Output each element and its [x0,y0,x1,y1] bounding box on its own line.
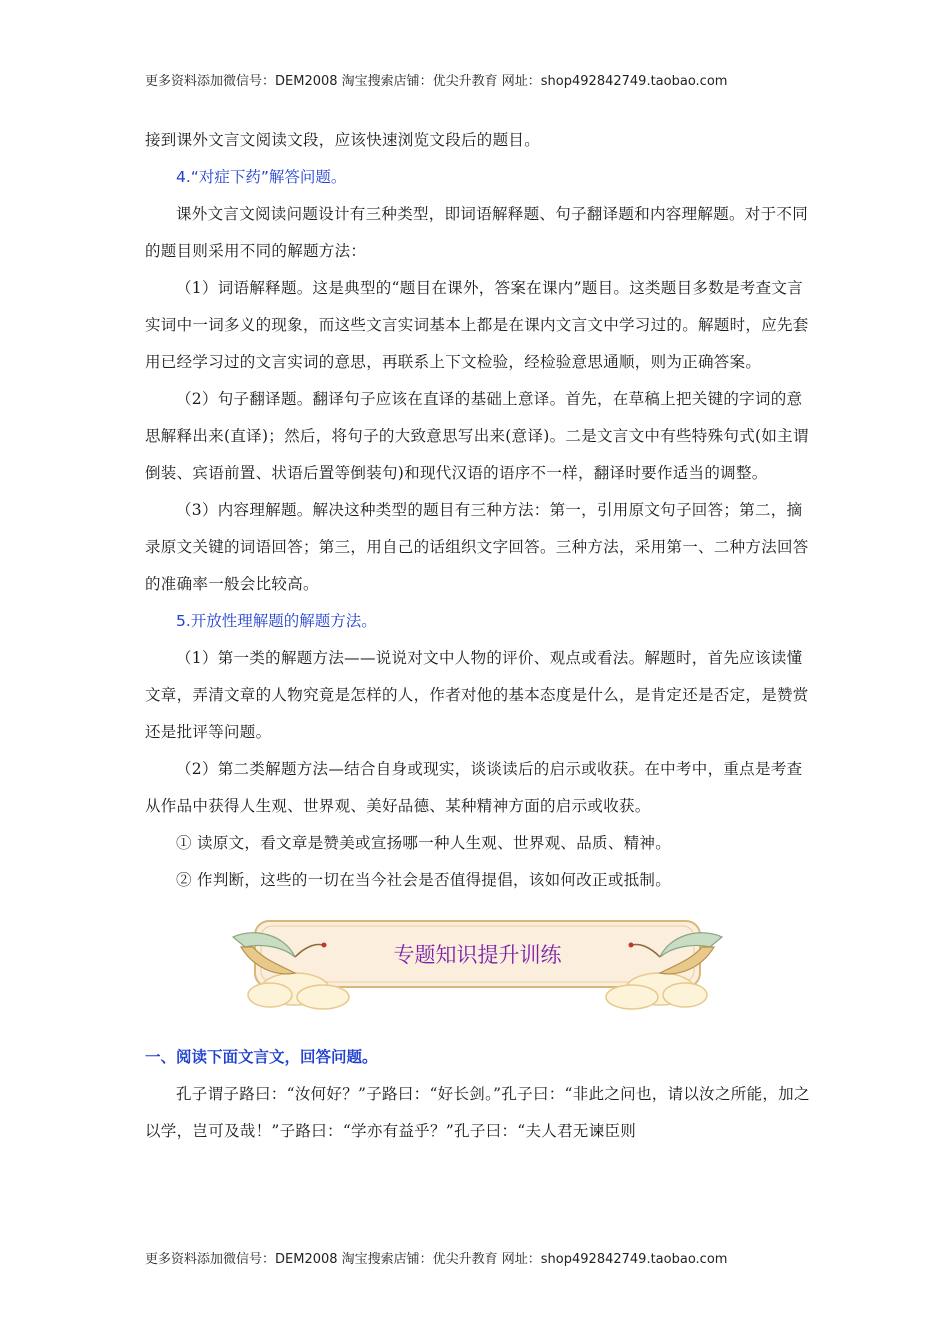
subheading-4: 4.“对症下药”解答问题。 [176,168,347,186]
paragraph: ① 读原文，看文章是赞美或宣扬哪一种人生观、世界观、品质、精神。 [176,834,672,852]
page-footer: 更多资料添加微信号：DEM2008 淘宝搜索店铺：优尖升教育 网址：shop492842749.taobao.com [145,1252,728,1267]
paragraph: （1）词语解释题。这是典型的“题目在课外，答案在课内”题目。这类题目多数是考查文言实词中一词多义的现象，而这些文言实词基本上都是在课内文言文中学习过的。解题时，应先套用已经学习过的文言实词的意思，再联系上下文检验，经检验意思通顺，则为正确答案。 [145,279,809,371]
section-banner [145,907,810,1015]
paragraph: （3）内容理解题。解决这种类型的题目有三种方法：第一，引用原文句子回答；第二，摘录原文关键的词语回答；第三，用自己的话组织文字回答。三种方法，采用第一、二种方法回答的准确率一般会比较高。 [145,501,809,593]
paragraph: 课外文言文阅读问题设计有三种类型，即词语解释题、句子翻译题和内容理解题。对于不同的题目则采用不同的解题方法： [145,205,809,260]
page-header: 更多资料添加微信号：DEM2008 淘宝搜索店铺：优尖升教育 网址：shop492842749.taobao.com [145,74,728,89]
paragraph: （2）第二类解题方法—结合自身或现实，谈谈读后的启示或收获。在中考中，重点是考查从作品中获得人生观、世界观、美好品德、某种精神方面的启示或收获。 [145,760,803,815]
paragraph: ② 作判断，这些的一切在当今社会是否值得提倡，该如何改正或抵制。 [176,871,672,889]
subheading-5: 5.开放性理解题的解题方法。 [176,612,377,630]
banner-title: 专题知识提升训练 [393,943,562,967]
paragraph: （2）句子翻译题。翻译句子应该在直译的基础上意译。首先，在草稿上把关键的字词的意思解释出来(直译)；然后，将句子的大致意思写出来(意译)。二是文言文中有些特殊句式(如主谓倒装、宾语前置、状语后置等倒装句)和现代汉语的语序不一样，翻译时要作适当的调整。 [145,390,809,482]
passage-text: 孔子谓子路曰：“汝何好？”子路曰：“好长剑。”孔子曰：“非此之问也，请以汝之所能，加之以学，岂可及哉！”子路曰：“学亦有益乎？”孔子曰：“夫人君无谏臣则 [145,1085,810,1140]
paragraph: 接到课外文言文阅读文段，应该快速浏览文段后的题目。 [145,131,541,149]
paragraph: （1）第一类的解题方法——说说对文中人物的评价、观点或看法。解题时，首先应该读懂文章，弄清文章的人物究竟是怎样的人，作者对他的基本态度是什么，是肯定还是否定，是赞赏还是批评等问题。 [145,649,809,741]
section-heading: 一、阅读下面文言文，回答问题。 [145,1048,378,1066]
page-content [145,122,810,1150]
